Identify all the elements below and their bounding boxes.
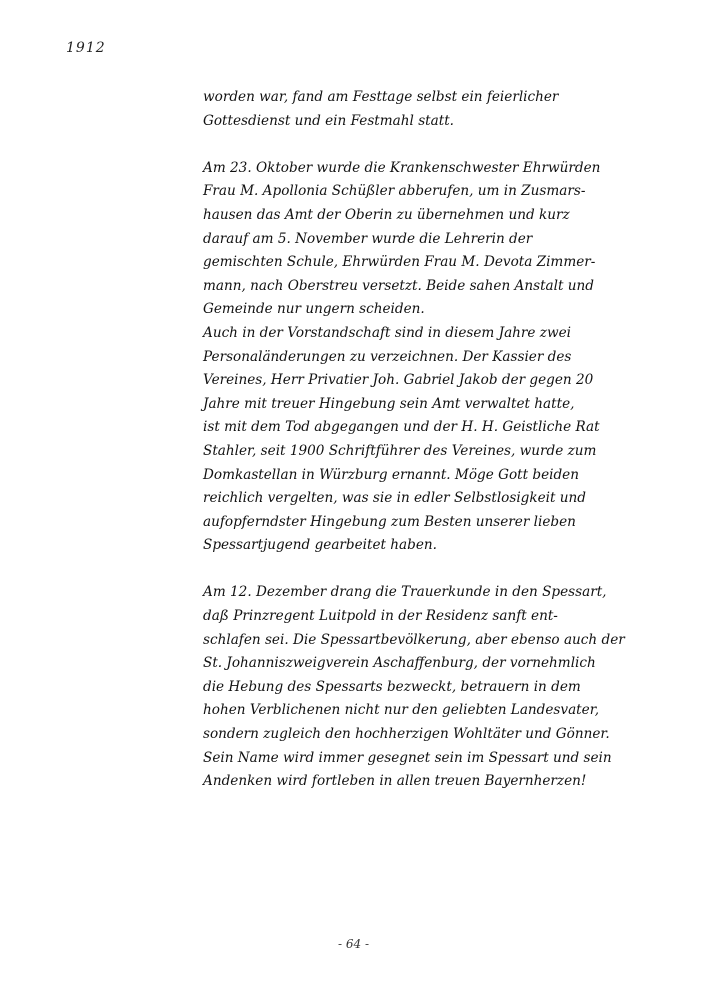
text-line: sondern zugleich den hochherzigen Wohltäter und Gönner. <box>203 726 610 743</box>
text-line: aufopferndster Hingebung zum Besten unserer lieben <box>203 513 576 530</box>
text-line: Vereines, Herr Privatier Joh. Gabriel Jakob der gegen 20 <box>203 372 594 389</box>
page-number: - 64 - <box>337 937 369 951</box>
text-line: hausen das Amt der Oberin zu übernehmen und kurz <box>203 206 570 223</box>
paragraph-gap <box>203 133 643 157</box>
text-line: Gottesdienst und ein Festmahl statt. <box>203 112 454 129</box>
text-line: Sein Name wird immer gesegnet sein im Spessart und sein <box>203 749 612 766</box>
handwritten-text-block <box>203 86 643 794</box>
paragraph-gap <box>203 558 643 582</box>
text-line: reichlich vergelten, was sie in edler Selbstlosigkeit und <box>203 490 587 507</box>
text-line: Domkastellan in Würzburg ernannt. Möge Gott beiden <box>203 466 579 483</box>
text-line: mann, nach Oberstreu versetzt. Beide sahen Anstalt und <box>203 277 594 294</box>
text-line: ist mit dem Tod abgegangen und der H. H. Geistliche Rat <box>203 419 600 436</box>
text-line: gemischten Schule, Ehrwürden Frau M. Devota Zimmer- <box>203 254 596 271</box>
text-line: Gemeinde nur ungern scheiden. <box>203 301 425 318</box>
text-line: Am 12. Dezember drang die Trauerkunde in den Spessart, <box>203 584 607 601</box>
text-line: Auch in der Vorstandschaft sind in diesem Jahre zwei <box>203 324 571 341</box>
text-line: Personaländerungen zu verzeichnen. Der Kassier des <box>203 348 572 365</box>
text-line: Frau M. Apollonia Schüßler abberufen, um in Zusmars- <box>203 183 586 200</box>
text-line: Jahre mit treuer Hingebung sein Amt verwaltet hatte, <box>203 395 575 412</box>
text-line: Spessartjugend gearbeitet haben. <box>203 537 437 554</box>
text-line: St. Johanniszweigverein Aschaffenburg, der vornehmlich <box>203 655 596 672</box>
text-line: darauf am 5. November wurde die Lehrerin der <box>203 230 533 247</box>
text-line: Andenken wird fortleben in allen treuen Bayernherzen! <box>203 773 587 790</box>
text-line: daß Prinzregent Luitpold in der Residenz sanft ent- <box>203 608 558 625</box>
text-line: die Hebung des Spessarts bezweckt, betrauern in dem <box>203 678 581 695</box>
text-line: Am 23. Oktober wurde die Krankenschwester Ehrwürden <box>203 159 601 176</box>
text-line: worden war, fand am Festtage selbst ein feierlicher <box>203 89 559 105</box>
text-line: schlafen sei. Die Spessartbevölkerung, aber ebenso auch der <box>203 631 625 648</box>
text-line: hohen Verblichenen nicht nur den geliebten Landesvater, <box>203 702 600 719</box>
year-heading: 1912 <box>66 40 106 56</box>
text-line: Stahler, seit 1900 Schriftführer des Vereines, wurde zum <box>203 442 597 459</box>
